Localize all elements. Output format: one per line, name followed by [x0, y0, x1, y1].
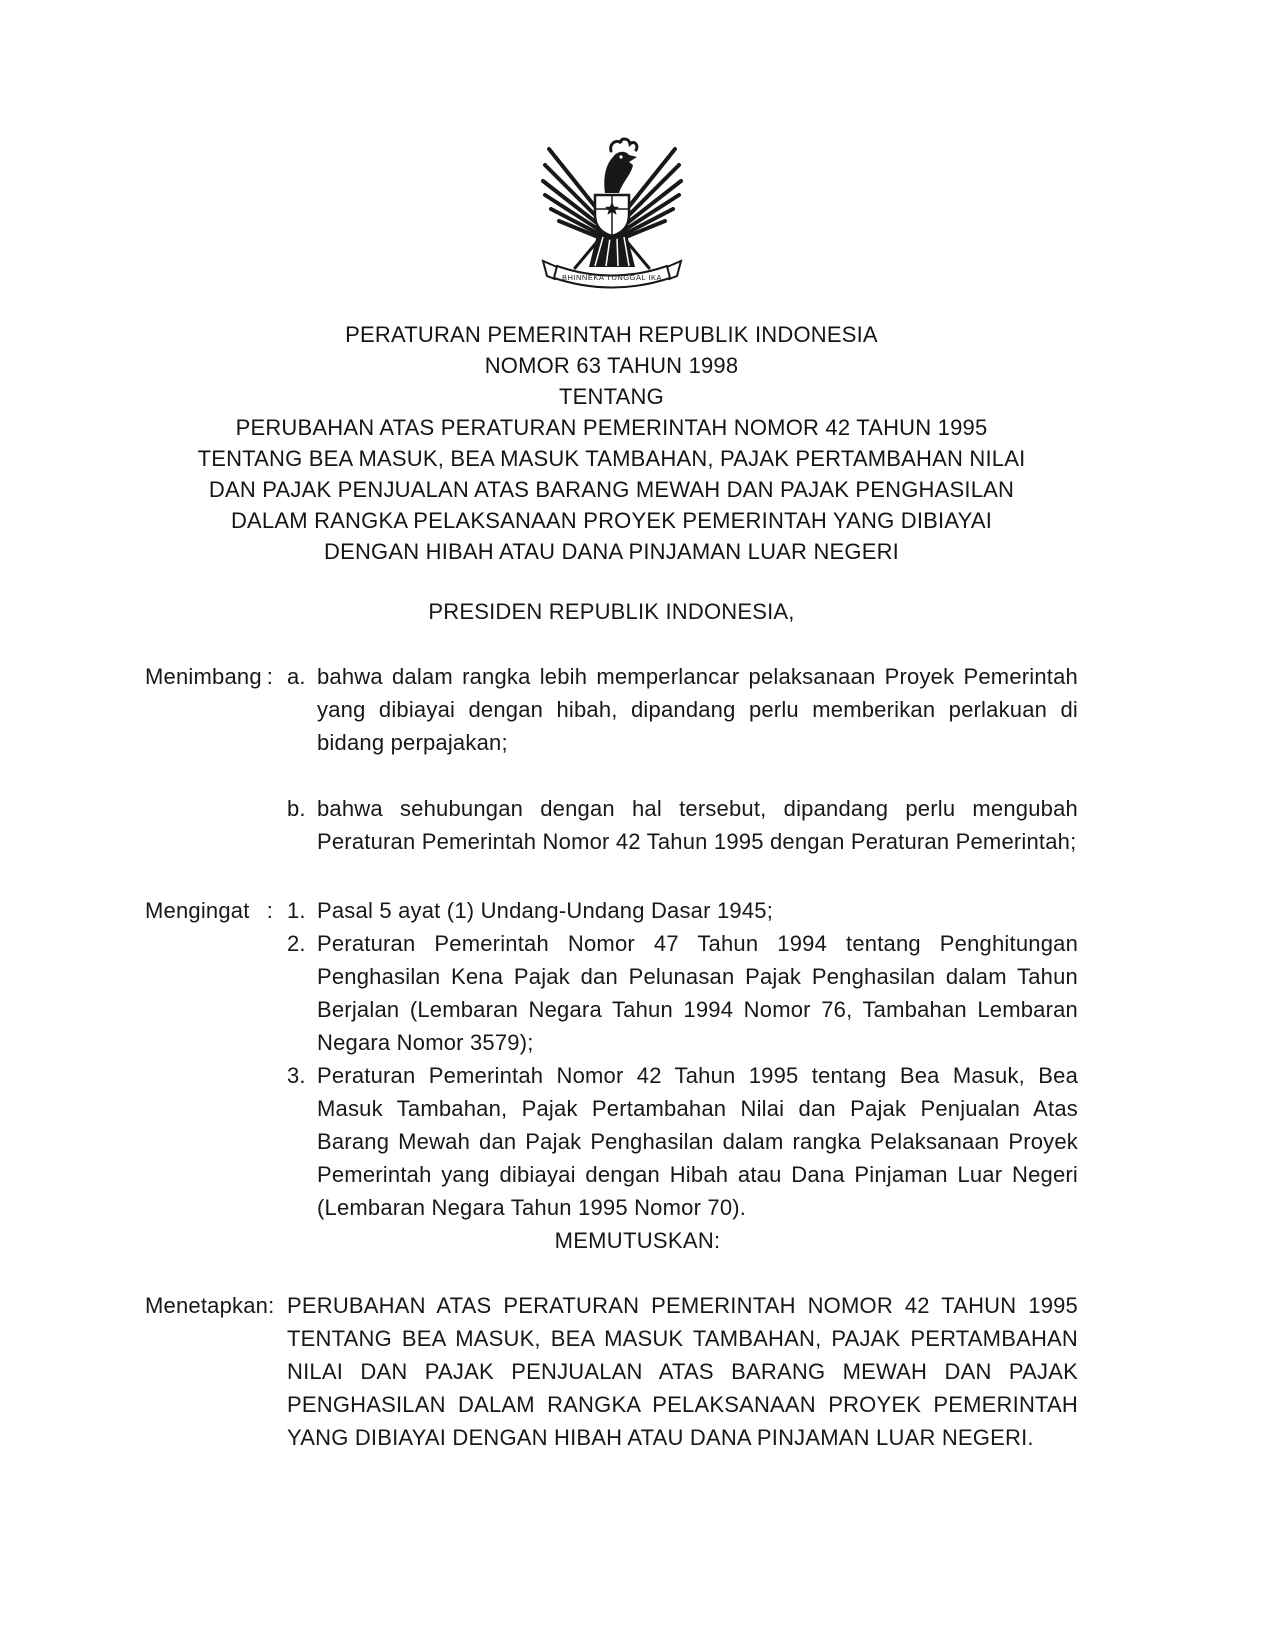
section-label	[145, 660, 273, 858]
head	[604, 139, 637, 193]
menetapkan-text: PERUBAHAN ATAS PERATURAN PEMERINTAH NOMOR 42 TAHUN 1995 TENTANG BEA MASUK, BEA MASUK TAMBAHAN, PAJAK PERTAMBAHAN NILAI DAN PAJAK PENJUALAN ATAS BARANG MEWAH DAN PAJAK PENGHASILAN DALAM RANGKA PELAKSANAAN PROYEK PEMERINTAH YANG DIBIAYAI DENGAN HIBAH ATAU DANA PINJAMAN LUAR NEGERI.	[287, 1293, 1078, 1450]
item-text: bahwa dalam rangka lebih memperlancar pelaksanaan Proyek Pemerintah yang dibiayai dengan hibah, dipandang perlu memberikan perlakuan di bidang perpajakan;	[317, 664, 1078, 755]
section-menimbang	[145, 660, 1078, 858]
section-label-colon: :	[268, 1293, 275, 1318]
content-column-bottom	[0, 1289, 1275, 1454]
item-marker: 1.	[287, 898, 306, 923]
section-label-colon: :	[266, 898, 273, 923]
item-marker: a.	[287, 664, 306, 689]
section-label-text: Mengingat	[145, 898, 250, 923]
document-title-line: TENTANG	[559, 384, 664, 409]
item-text: Peraturan Pemerintah Nomor 42 Tahun 1995 tentang Bea Masuk, Bea Masuk Tambahan, Pajak Pertambahan Nilai dan Pajak Penjualan Atas Barang Mewah dan Pajak Penghasilan dalam rangka Pelaksanaan Proyek Pemerintah yang dibiayai dengan Hibah atau Dana Pinjaman Luar Negeri (Lembaran Negara Tahun 1995 Nomor 70).	[317, 1063, 1078, 1220]
section-menetapkan	[145, 1289, 1078, 1454]
document-title	[145, 319, 1078, 567]
document-title-line: PERATURAN PEMERINTAH REPUBLIK INDONESIA	[345, 322, 878, 347]
issuer-heading: PRESIDEN REPUBLIK INDONESIA,	[428, 599, 795, 624]
shield	[595, 195, 629, 236]
item-marker: b.	[287, 796, 306, 821]
item-marker: 2.	[287, 931, 306, 956]
item-marker: 3.	[287, 1063, 306, 1088]
enactment-item	[287, 1289, 1078, 1454]
document-title-line: DENGAN HIBAH ATAU DANA PINJAMAN LUAR NEGERI	[323, 539, 899, 564]
emblem-row	[0, 0, 1275, 295]
legal-basis-item	[287, 1059, 1078, 1224]
document-title-line: TENTANG BEA MASUK, BEA MASUK TAMBAHAN, PAJAK PERTAMBAHAN NILAI	[197, 446, 1026, 471]
item-text: Pasal 5 ayat (1) Undang-Undang Dasar 1945;	[317, 898, 774, 923]
content-column	[0, 319, 1275, 1224]
document-title-line: DAN PAJAK PENJUALAN ATAS BARANG MEWAH DAN PAJAK PENGHASILAN	[208, 477, 1015, 502]
mengingat-items	[287, 894, 1078, 1224]
legal-basis-item	[287, 927, 1078, 1059]
consideration-item	[287, 660, 1078, 759]
section-label-text: Menetapkan	[145, 1293, 269, 1318]
section-label	[145, 1289, 273, 1454]
menetapkan-items	[287, 1289, 1078, 1454]
section-label-text: Menimbang	[145, 664, 262, 689]
garuda-pancasila-emblem	[537, 135, 687, 295]
consideration-item	[287, 792, 1078, 858]
memutuskan-heading: MEMUTUSKAN:	[554, 1228, 721, 1253]
emblem-motto: BHINNEKA TUNGGAL IKA	[561, 273, 662, 282]
legal-basis-item	[287, 894, 1078, 927]
menimbang-items	[287, 660, 1078, 858]
section-mengingat	[145, 894, 1078, 1224]
document-title-line: PERUBAHAN ATAS PERATURAN PEMERINTAH NOMOR 42 TAHUN 1995	[235, 415, 988, 440]
section-label-colon: :	[266, 664, 273, 689]
document-title-line: NOMOR 63 TAHUN 1998	[484, 353, 739, 378]
item-text: Peraturan Pemerintah Nomor 47 Tahun 1994 tentang Penghitungan Penghasilan Kena Pajak dan Pelunasan Pajak Penghasilan dalam Tahun Berjalan (Lembaran Negara Tahun 1994 Nomor 76, Tambahan Lembaran Negara Nomor 3579);	[317, 931, 1078, 1055]
document-title-line: DALAM RANGKA PELAKSANAAN PROYEK PEMERINTAH YANG DIBIAYAI	[230, 508, 993, 533]
item-text: bahwa sehubungan dengan hal tersebut, dipandang perlu mengubah Peraturan Pemerintah Nomor 42 Tahun 1995 dengan Peraturan Pemerintah;	[317, 796, 1078, 854]
section-label	[145, 894, 273, 1224]
